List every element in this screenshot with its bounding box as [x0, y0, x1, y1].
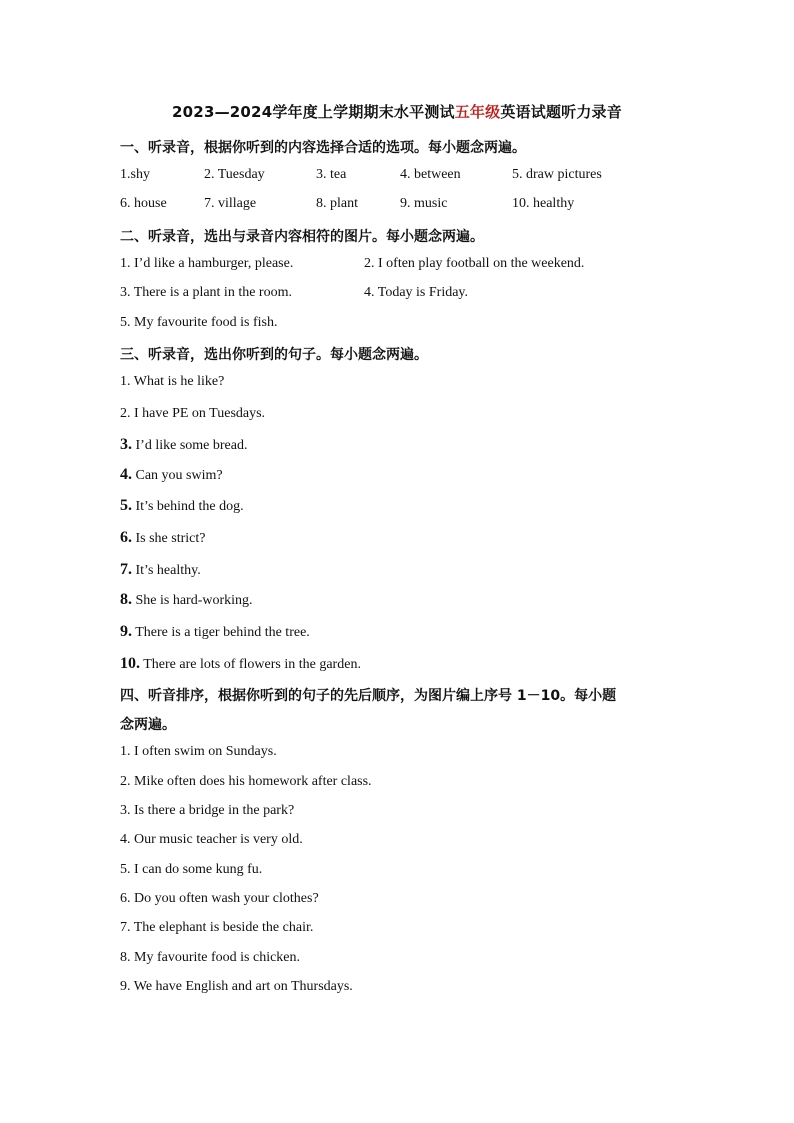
section1-heading: 一、听录音，根据你听到的内容选择合适的选项。每小题念两遍。: [120, 140, 526, 156]
s3-item: [120, 436, 247, 454]
s3-item: [120, 406, 265, 422]
section2-heading: 二、听录音，选出与录音内容相符的图片。每小题念两遍。: [120, 229, 484, 245]
s3-num: 7.: [120, 561, 132, 578]
s3-text: There is a tiger behind the tree.: [132, 625, 310, 640]
s2-item: 4. Today is Friday.: [364, 285, 469, 300]
s4-item: 5. I can do some kung fu.: [120, 862, 263, 877]
s3-num: 5.: [120, 497, 132, 514]
s1-option: 6. house: [120, 196, 167, 211]
s1-option: 10. healthy: [512, 196, 575, 211]
s3-num: 10.: [120, 655, 140, 672]
s3-text: What is he like?: [130, 374, 225, 389]
page-title: [0, 101, 794, 122]
s3-item: [120, 466, 223, 484]
s3-item: [120, 655, 361, 673]
s1-option: 5. draw pictures: [512, 167, 602, 182]
s3-num: 6.: [120, 529, 132, 546]
s3-text: It’s healthy.: [132, 563, 201, 578]
s2-item: 1. I’d like a hamburger, please.: [120, 256, 294, 271]
section4-heading-line2: 念两遍。: [120, 717, 176, 733]
s3-text: I’d like some bread.: [132, 438, 248, 453]
title-part1: 2023—2024学年度上学期期末水平测试: [172, 103, 455, 121]
s4-item: 9. We have English and art on Thursdays.: [120, 979, 353, 994]
s4-item: 1. I often swim on Sundays.: [120, 744, 277, 759]
s1-option: 4. between: [400, 167, 461, 182]
s3-num: 9.: [120, 623, 132, 640]
s1-option: 3. tea: [316, 167, 347, 182]
s1-option: 9. music: [400, 196, 448, 211]
s3-item: [120, 374, 224, 390]
s3-text: Is she strict?: [132, 531, 206, 546]
s3-num: 2.: [120, 406, 131, 421]
s3-num: 3.: [120, 436, 132, 453]
s1-option: 1.shy: [120, 167, 150, 182]
s3-text: She is hard-working.: [132, 593, 253, 608]
s2-item: 5. My favourite food is fish.: [120, 315, 278, 330]
s4-item: 6. Do you often wash your clothes?: [120, 891, 319, 906]
title-grade: 五年级: [454, 103, 501, 121]
s3-item: [120, 591, 253, 609]
s4-item: 4. Our music teacher is very old.: [120, 832, 303, 847]
s4-item: 8. My favourite food is chicken.: [120, 950, 301, 965]
s4-item: 7. The elephant is beside the chair.: [120, 920, 314, 935]
s4-item: 3. Is there a bridge in the park?: [120, 803, 295, 818]
s3-num: 1.: [120, 374, 131, 389]
s3-text: I have PE on Tuesdays.: [130, 406, 266, 421]
s1-option: 2. Tuesday: [204, 167, 265, 182]
section3-heading: 三、听录音，选出你听到的句子。每小题念两遍。: [120, 347, 428, 363]
s3-num: 8.: [120, 591, 132, 608]
s3-text: Can you swim?: [132, 468, 223, 483]
s3-item: [120, 623, 310, 641]
s3-num: 4.: [120, 466, 132, 483]
s2-item: 2. I often play football on the weekend.: [364, 256, 585, 271]
s3-text: There are lots of flowers in the garden.: [140, 657, 361, 672]
s4-item: 2. Mike often does his homework after class.: [120, 774, 372, 789]
s3-item: [120, 529, 205, 547]
s3-text: It’s behind the dog.: [132, 499, 244, 514]
section4-heading-line1: 四、听音排序，根据你听到的句子的先后顺序，为图片编上序号 1－10。每小题: [120, 688, 617, 704]
title-part2: 英语试题听力录音: [500, 103, 622, 121]
s1-option: 7. village: [204, 196, 257, 211]
s3-item: [120, 497, 244, 515]
s2-item: 3. There is a plant in the room.: [120, 285, 292, 300]
s1-option: 8. plant: [316, 196, 358, 211]
s3-item: [120, 561, 201, 579]
